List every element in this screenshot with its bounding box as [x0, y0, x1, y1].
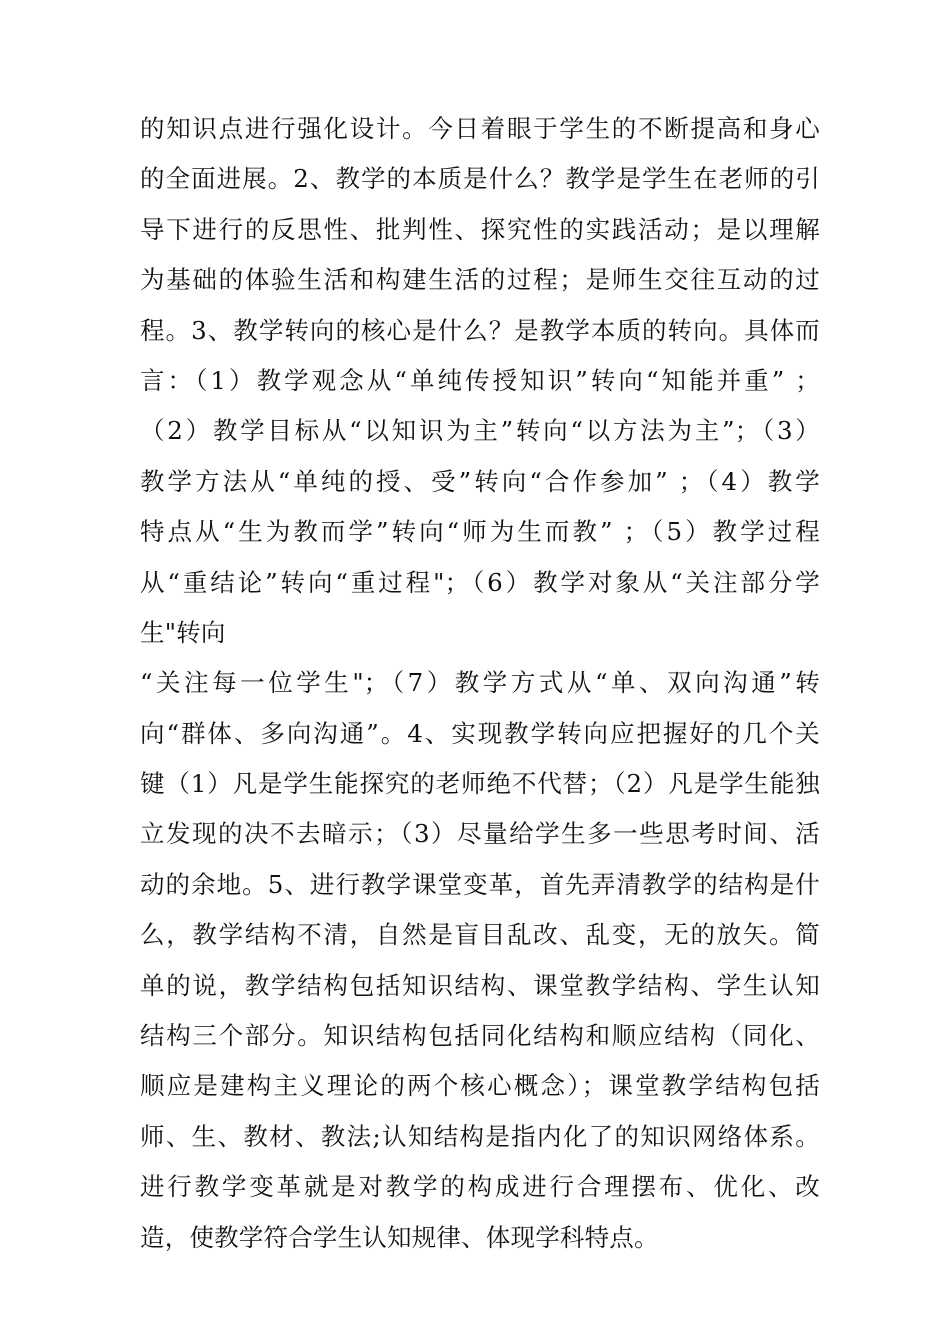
text-line: 为基础的体验生活和构建生活的过程；是师生交往互动的过	[140, 265, 820, 295]
text-line: 导下进行的反思性、批判性、探究性的实践活动；是以理解	[140, 214, 820, 244]
text-line: （2）教学目标从“以知识为主”转向“以方法为主”；（3）	[140, 416, 820, 446]
text-line: 进行教学变革就是对教学的构成进行合理摆布、优化、改	[140, 1172, 820, 1202]
text-line: 的知识点进行强化设计。今日着眼于学生的不断提高和身心	[140, 114, 820, 143]
text-line: 的全面进展。2、教学的本质是什么？教学是学生在老师的引	[140, 164, 820, 194]
text-line: 言：（1）教学观念从“单纯传授知识”转向“知能并重” ；	[140, 365, 820, 395]
text-line: 从“重结论”转向“重过程"；（6）教学对象从“关注部分学	[140, 567, 820, 597]
text-line: 结构三个部分。知识结构包括同化结构和顺应结构（同化、	[140, 1021, 820, 1051]
text-line: 特点从“生为教而学”转向“师为生而教” ；（5）教学过程	[140, 517, 820, 547]
text-line: 生"转向	[140, 617, 226, 647]
text-line: 造，使教学符合学生认知规律、体现学科特点。	[140, 1222, 659, 1252]
body-text	[140, 104, 820, 1263]
text-line: 顺应是建构主义理论的两个核心概念）；课堂教学结构包括	[140, 1071, 820, 1101]
text-line: 向“群体、多向沟通”。4、实现教学转向应把握好的几个关	[140, 718, 820, 748]
text-line: 单的说，教学结构包括知识结构、课堂教学结构、学生认知	[140, 970, 820, 1000]
text-line: 么，教学结构不清，自然是盲目乱改、乱变，无的放矢。简	[140, 920, 820, 950]
text-line: 师、生、教材、教法;认知结构是指内化了的知识网络体系。	[140, 1121, 820, 1151]
text-line: 程。3、教学转向的核心是什么？是教学本质的转向。具体而	[140, 315, 820, 345]
text-line: 教学方法从“单纯的授、受”转向“合作参加” ；（4）教学	[140, 466, 820, 496]
text-line: 动的余地。5、进行教学课堂变革，首先弄清教学的结构是什	[140, 869, 820, 899]
text-line: 键（1）凡是学生能探究的老师绝不代替；（2）凡是学生能独	[140, 769, 820, 799]
text-line: “关注每一位学生"；（7）教学方式从“单、双向沟通”转	[140, 668, 820, 698]
text-line: 立发现的决不去暗示；（3）尽量给学生多一些思考时间、活	[140, 819, 820, 849]
